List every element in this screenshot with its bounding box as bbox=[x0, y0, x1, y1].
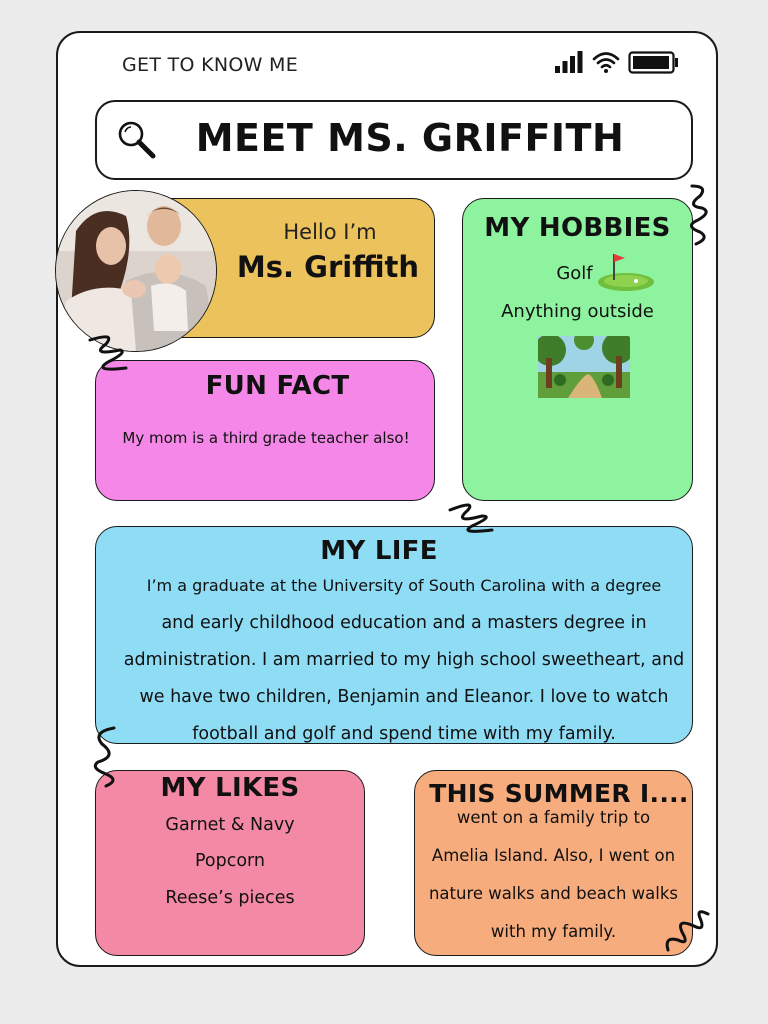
hobby-item: Golf bbox=[556, 263, 593, 284]
summer-line: went on a family trip to bbox=[456, 808, 651, 827]
my-life-line: football and golf and spend time with my family. bbox=[192, 724, 616, 744]
my-life-line: and early childhood education and a masters degree in bbox=[161, 613, 647, 633]
my-life-line: we have two children, Benjamin and Eleanor. I love to watch bbox=[139, 687, 669, 707]
squiggle-decoration bbox=[672, 182, 712, 248]
my-life-heading: MY LIFE bbox=[320, 536, 438, 566]
hobby-item: Anything outside bbox=[501, 301, 654, 322]
likes-item: Garnet & Navy bbox=[165, 815, 295, 835]
forest-image bbox=[538, 336, 630, 398]
fun-fact-text: My mom is a third grade teacher also! bbox=[122, 429, 410, 447]
likes-heading: MY LIKES bbox=[160, 773, 300, 803]
greeting-text: Hello I’m bbox=[283, 220, 377, 244]
summer-line: nature walks and beach walks bbox=[428, 884, 679, 903]
battery-icon bbox=[628, 51, 680, 75]
likes-item: Popcorn bbox=[194, 851, 266, 871]
likes-item: Reese’s pieces bbox=[165, 888, 295, 908]
summer-line: Amelia Island. Also, I went on bbox=[431, 846, 676, 865]
teacher-name: Ms. Griffith bbox=[236, 250, 420, 284]
my-life-line: administration. I am married to my high school sweetheart, and bbox=[123, 650, 685, 670]
signal-icon bbox=[554, 50, 586, 74]
squiggle-decoration bbox=[662, 906, 712, 960]
wifi-icon bbox=[592, 50, 620, 74]
squiggle-decoration bbox=[88, 724, 124, 788]
squiggle-decoration bbox=[446, 500, 496, 536]
summer-heading: THIS SUMMER I.... bbox=[429, 779, 689, 808]
squiggle-decoration bbox=[86, 330, 130, 376]
summer-line: with my family. bbox=[490, 922, 617, 941]
status-bar-title: GET TO KNOW ME bbox=[122, 54, 299, 76]
my-life-text bbox=[112, 572, 696, 757]
golf-icon bbox=[596, 250, 658, 292]
family-photo bbox=[55, 190, 217, 352]
my-life-line: I’m a graduate at the University of South Carolina with a degree bbox=[146, 576, 662, 595]
page-title: MEET MS. GRIFFITH bbox=[195, 116, 625, 160]
hobbies-heading: MY HOBBIES bbox=[484, 213, 671, 243]
fun-fact-heading: FUN FACT bbox=[205, 371, 350, 401]
